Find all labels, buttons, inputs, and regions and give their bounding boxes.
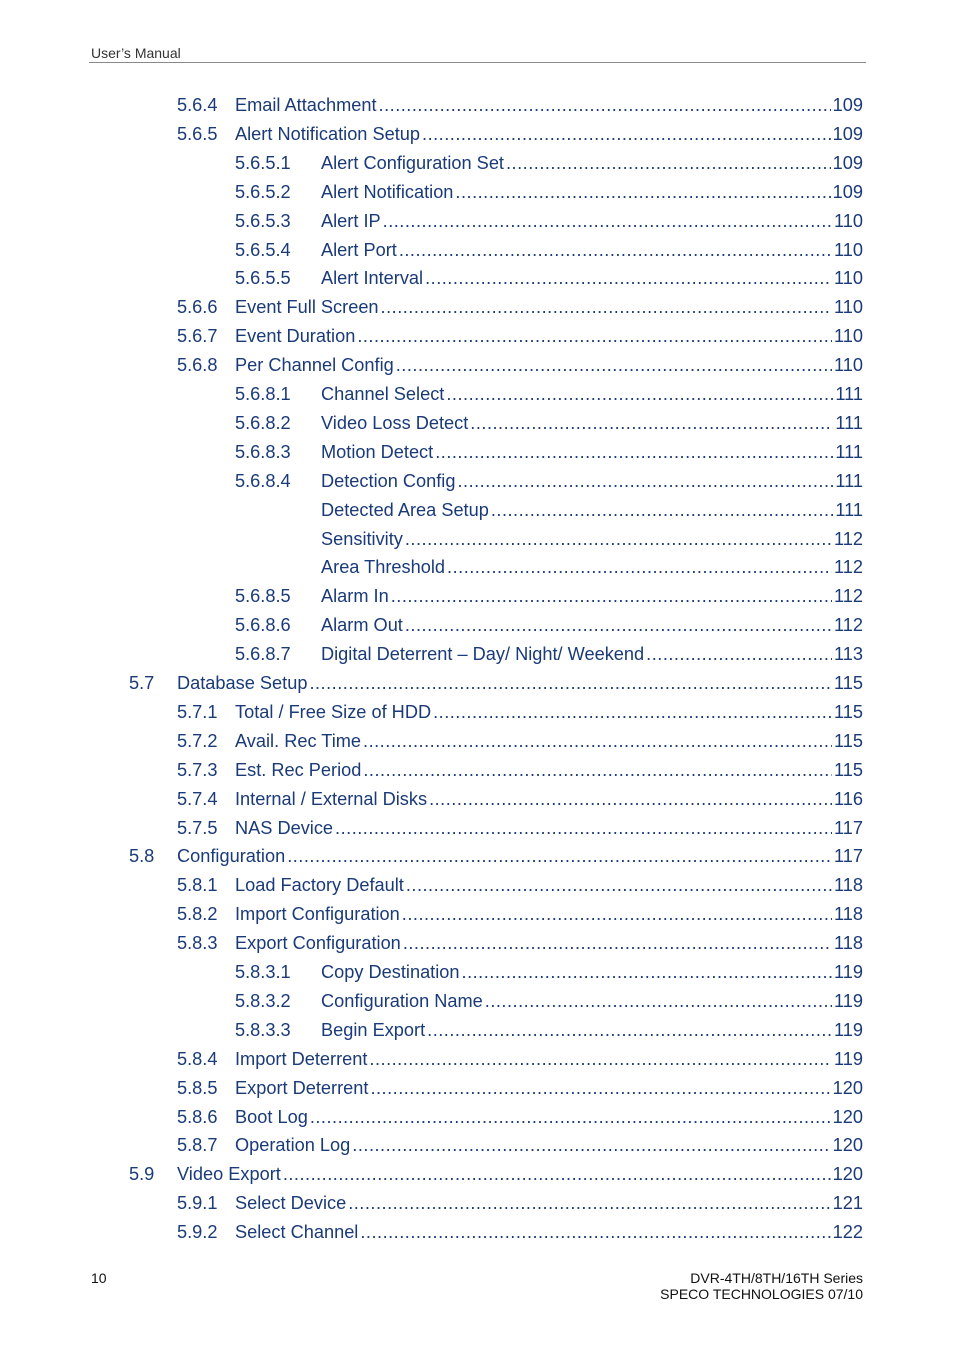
toc-line [235, 322, 863, 351]
toc-section-number: 5.6.8.4 [235, 470, 291, 491]
toc-line [235, 871, 863, 900]
dot-leader [435, 438, 833, 467]
toc-title: Copy Destination [321, 962, 460, 982]
toc-line [235, 929, 863, 958]
toc-entry[interactable] [0, 1045, 954, 1074]
page-number: 10 [91, 1270, 107, 1286]
toc-entry[interactable] [0, 871, 954, 900]
toc-line [321, 467, 863, 496]
toc-section-number: 5.8.3.3 [235, 1019, 291, 1040]
toc-section-number: 5.8.5 [177, 1077, 218, 1098]
toc-title: Total / Free Size of HDD [235, 701, 432, 722]
toc-page-number: 110 [834, 326, 863, 347]
toc-page-number: 115 [834, 701, 863, 722]
dot-leader [427, 1016, 832, 1045]
toc-title: Database Setup [177, 673, 308, 693]
toc-page-number: 120 [832, 1164, 863, 1185]
toc-line [235, 120, 863, 149]
toc-entry[interactable] [0, 1131, 954, 1160]
toc-page-number: 111 [835, 441, 863, 462]
toc-entry[interactable] [0, 149, 954, 178]
dot-leader [429, 785, 832, 814]
toc-section-number: 5.6.8.5 [235, 586, 291, 607]
toc-line [235, 727, 863, 756]
toc-section-number: 5.9 [129, 1164, 155, 1185]
footer-series: DVR-4TH/8TH/16TH Series [690, 1270, 863, 1286]
dot-leader [369, 1045, 832, 1074]
toc-title: Export Deterrent [235, 1077, 369, 1098]
toc-entry[interactable] [0, 264, 954, 293]
toc-section-number: 5.7.3 [177, 759, 218, 780]
toc-entry[interactable] [0, 380, 954, 409]
toc-page-number: 120 [832, 1135, 863, 1156]
dot-leader [381, 293, 832, 322]
toc-page-number: 119 [834, 962, 863, 982]
toc-entry[interactable] [0, 1189, 954, 1218]
dot-leader [391, 582, 832, 611]
toc-line [321, 611, 863, 640]
toc-page-number: 112 [834, 528, 863, 549]
dot-leader [283, 1160, 831, 1189]
toc-entry[interactable] [0, 409, 954, 438]
toc-page-number: 111 [835, 412, 863, 433]
toc-page-number: 117 [834, 817, 863, 838]
toc-section-number: 5.6.8.6 [235, 615, 291, 636]
toc-title: Per Channel Config [235, 355, 394, 376]
toc-page-number: 119 [834, 1048, 863, 1069]
toc-title: Alert Notification [321, 181, 454, 202]
toc-title: Video Export [177, 1164, 281, 1185]
toc-section-number: 5.8 [129, 846, 155, 867]
dot-leader [379, 91, 831, 120]
toc-section-number: 5.6.5.1 [235, 152, 291, 173]
dot-leader [447, 553, 832, 582]
toc-line [321, 264, 863, 293]
toc-entry[interactable] [0, 842, 954, 871]
toc-page-number: 119 [834, 990, 863, 1011]
toc-section-number: 5.9.1 [177, 1193, 218, 1214]
toc-page-number: 118 [834, 904, 863, 925]
dot-leader [403, 929, 832, 958]
toc-section-number: 5.6.6 [177, 297, 218, 318]
toc-page-number: 111 [835, 499, 863, 520]
dot-leader [352, 1131, 830, 1160]
toc-section-number: 5.6.5.5 [235, 268, 291, 289]
toc-line [235, 1103, 863, 1132]
toc-line [321, 178, 863, 207]
toc-page-number: 111 [835, 470, 863, 491]
dot-leader [287, 842, 832, 871]
toc-title: Import Configuration [235, 904, 400, 925]
toc-line [321, 553, 863, 582]
toc-entry[interactable] [0, 987, 954, 1016]
dot-leader [491, 496, 834, 525]
header-divider [89, 62, 866, 63]
toc-page-number: 111 [835, 384, 863, 404]
toc-title: Operation Log [235, 1135, 351, 1156]
footer-info [660, 1270, 863, 1302]
toc-section-number: 5.7.1 [177, 701, 218, 722]
toc-entry[interactable] [0, 351, 954, 380]
dot-leader [363, 756, 832, 785]
toc-entry[interactable] [0, 900, 954, 929]
toc-page-number: 110 [834, 239, 863, 260]
toc-page-number: 115 [834, 673, 863, 693]
toc-title: Motion Detect [321, 441, 434, 462]
toc-entry[interactable] [0, 727, 954, 756]
toc-entry[interactable] [0, 525, 954, 554]
toc-entry[interactable] [0, 1016, 954, 1045]
dot-leader [506, 149, 831, 178]
toc-line [321, 640, 863, 669]
toc-section-number: 5.6.8 [177, 355, 218, 376]
running-header: User’s Manual [91, 45, 181, 61]
toc-entry[interactable] [0, 756, 954, 785]
dot-leader [446, 380, 833, 409]
toc-line [177, 842, 863, 871]
dot-leader [363, 727, 832, 756]
toc-line [321, 1016, 863, 1045]
toc-line [235, 91, 863, 120]
dot-leader [357, 322, 832, 351]
toc-line [235, 698, 863, 727]
toc-entry[interactable] [0, 814, 954, 843]
toc-section-number: 5.7.4 [177, 788, 218, 809]
toc-page-number: 109 [832, 152, 863, 173]
toc-title: Video Loss Detect [321, 412, 469, 433]
toc-title: Alarm Out [321, 615, 403, 636]
toc-page-number: 109 [832, 95, 863, 115]
toc-page-number: 113 [834, 644, 863, 665]
toc-page-number: 115 [834, 730, 863, 751]
toc-page-number: 109 [832, 181, 863, 202]
toc-entry[interactable] [0, 467, 954, 496]
toc-page-number: 109 [832, 123, 863, 144]
toc-line [321, 958, 863, 987]
toc-line [177, 1160, 863, 1189]
dot-leader [309, 669, 832, 698]
toc-title: Boot Log [235, 1106, 308, 1127]
toc-page-number: 117 [834, 846, 863, 867]
toc-entry[interactable] [0, 496, 954, 525]
toc-title: Configuration Name [321, 990, 483, 1011]
toc-line [235, 351, 863, 380]
toc-title: Select Channel [235, 1222, 359, 1243]
toc-section-number: 5.6.4 [177, 95, 218, 115]
toc-page-number: 110 [834, 297, 863, 318]
dot-leader [646, 640, 832, 669]
toc-title: NAS Device [235, 817, 334, 838]
toc-section-number: 5.8.3.2 [235, 990, 291, 1011]
toc-title: Load Factory Default [235, 875, 404, 896]
toc-title: Est. Rec Period [235, 759, 362, 780]
toc-title: Detected Area Setup [321, 499, 489, 520]
toc-section-number: 5.8.4 [177, 1048, 218, 1069]
toc-line [321, 438, 863, 467]
toc-title: Alert Notification Setup [235, 123, 421, 144]
toc-line [235, 1218, 863, 1247]
toc-page-number: 122 [832, 1222, 863, 1243]
toc-line [321, 207, 863, 236]
toc-line [321, 236, 863, 265]
toc-entry[interactable] [0, 1074, 954, 1103]
toc-entry[interactable] [0, 91, 954, 120]
toc-page-number: 112 [834, 586, 863, 607]
toc-line [235, 1074, 863, 1103]
toc-title: Select Device [235, 1193, 347, 1214]
toc-entry[interactable] [0, 120, 954, 149]
toc-page-number: 118 [834, 875, 863, 896]
toc-section-number: 5.8.3.1 [235, 962, 291, 982]
toc-page-number: 120 [832, 1077, 863, 1098]
toc-line [177, 669, 863, 698]
toc-section-number: 5.7 [129, 673, 155, 693]
toc-line [321, 525, 863, 554]
toc-line [321, 987, 863, 1016]
toc-page-number: 112 [834, 615, 863, 636]
dot-leader [422, 120, 831, 149]
toc-entry[interactable] [0, 207, 954, 236]
toc-line [235, 1045, 863, 1074]
toc-title: Configuration [177, 846, 286, 867]
toc-title: Alarm In [321, 586, 389, 607]
toc-line [235, 785, 863, 814]
toc-page-number: 121 [832, 1193, 863, 1214]
toc-section-number: 5.8.7 [177, 1135, 218, 1156]
toc-page-number: 115 [834, 759, 863, 780]
dot-leader [383, 207, 832, 236]
toc-title: Detection Config [321, 470, 456, 491]
toc-section-number: 5.6.7 [177, 326, 218, 347]
toc-line [321, 149, 863, 178]
toc-title: Export Configuration [235, 933, 401, 954]
toc-title: Alert Port [321, 239, 397, 260]
toc-line [321, 582, 863, 611]
dot-leader [402, 900, 832, 929]
toc-title: Alert IP [321, 210, 381, 231]
toc-title: Email Attachment [235, 95, 377, 115]
toc-section-number: 5.8.6 [177, 1106, 218, 1127]
toc-entry[interactable] [0, 553, 954, 582]
toc-line [235, 900, 863, 929]
toc-page-number: 119 [834, 1019, 863, 1040]
toc-line [235, 1131, 863, 1160]
dot-leader [470, 409, 833, 438]
toc-entry[interactable] [0, 1218, 954, 1247]
toc-entry[interactable] [0, 322, 954, 351]
toc-section-number: 5.7.2 [177, 730, 218, 751]
toc-section-number: 5.8.3 [177, 933, 218, 954]
toc-entry[interactable] [0, 236, 954, 265]
toc-section-number: 5.8.1 [177, 875, 218, 896]
toc-title: Digital Deterrent – Day/ Night/ Weekend [321, 644, 645, 665]
toc-title: Area Threshold [321, 557, 446, 578]
toc-title: Alert Configuration Set [321, 152, 504, 173]
toc-title: Import Deterrent [235, 1048, 368, 1069]
toc-section-number: 5.7.5 [177, 817, 218, 838]
toc-page-number: 112 [834, 557, 863, 578]
dot-leader [360, 1218, 830, 1247]
dot-leader [425, 264, 832, 293]
toc-entry[interactable] [0, 640, 954, 669]
toc-title: Avail. Rec Time [235, 730, 362, 751]
toc-section-number: 5.8.2 [177, 904, 218, 925]
toc-section-number: 5.6.8.2 [235, 412, 291, 433]
toc-page-number: 110 [834, 268, 863, 289]
toc-entry[interactable] [0, 669, 954, 698]
dot-leader [485, 987, 832, 1016]
toc-entry[interactable] [0, 438, 954, 467]
toc-line [235, 756, 863, 785]
toc-section-number: 5.6.5.2 [235, 181, 291, 202]
dot-leader [455, 178, 830, 207]
toc-title: Internal / External Disks [235, 788, 428, 809]
footer-company: SPECO TECHNOLOGIES 07/10 [660, 1286, 863, 1302]
toc-entry[interactable] [0, 958, 954, 987]
dot-leader [462, 958, 832, 987]
dot-leader [335, 814, 832, 843]
toc-line [235, 1189, 863, 1218]
toc-page-number: 110 [834, 210, 863, 231]
toc-entry[interactable] [0, 178, 954, 207]
toc-section-number: 5.6.8.7 [235, 644, 291, 665]
toc-line [235, 814, 863, 843]
toc-section-number: 5.6.5.3 [235, 210, 291, 231]
toc-line [321, 496, 863, 525]
toc-page-number: 116 [834, 788, 863, 809]
toc-title: Event Duration [235, 326, 356, 347]
toc-section-number: 5.6.5.4 [235, 239, 291, 260]
dot-leader [405, 611, 832, 640]
dot-leader [370, 1074, 830, 1103]
dot-leader [399, 236, 832, 265]
dot-leader [396, 351, 832, 380]
toc-title: Event Full Screen [235, 297, 379, 318]
toc-line [321, 380, 863, 409]
toc-line [235, 293, 863, 322]
toc-section-number: 5.6.5 [177, 123, 218, 144]
toc-entry[interactable] [0, 1103, 954, 1132]
toc-page-number: 120 [832, 1106, 863, 1127]
toc-entry[interactable] [0, 293, 954, 322]
toc-entry[interactable] [0, 611, 954, 640]
dot-leader [406, 871, 832, 900]
toc-section-number: 5.9.2 [177, 1222, 218, 1243]
toc-entry[interactable] [0, 1160, 954, 1189]
toc-entry[interactable] [0, 929, 954, 958]
toc-title: Channel Select [321, 384, 445, 404]
toc-entry[interactable] [0, 698, 954, 727]
dot-leader [348, 1189, 830, 1218]
toc-page-number: 118 [834, 933, 863, 954]
toc-section-number: 5.6.8.3 [235, 441, 291, 462]
toc-title: Begin Export [321, 1019, 426, 1040]
toc-line [321, 409, 863, 438]
dot-leader [457, 467, 833, 496]
toc-title: Sensitivity [321, 528, 403, 549]
toc-title: Alert Interval [321, 268, 424, 289]
dot-leader [310, 1103, 831, 1132]
toc-section-number: 5.6.8.1 [235, 384, 291, 404]
dot-leader [433, 698, 832, 727]
toc-page-number: 110 [834, 355, 863, 376]
toc-entry[interactable] [0, 785, 954, 814]
toc-entry[interactable] [0, 582, 954, 611]
dot-leader [405, 525, 832, 554]
